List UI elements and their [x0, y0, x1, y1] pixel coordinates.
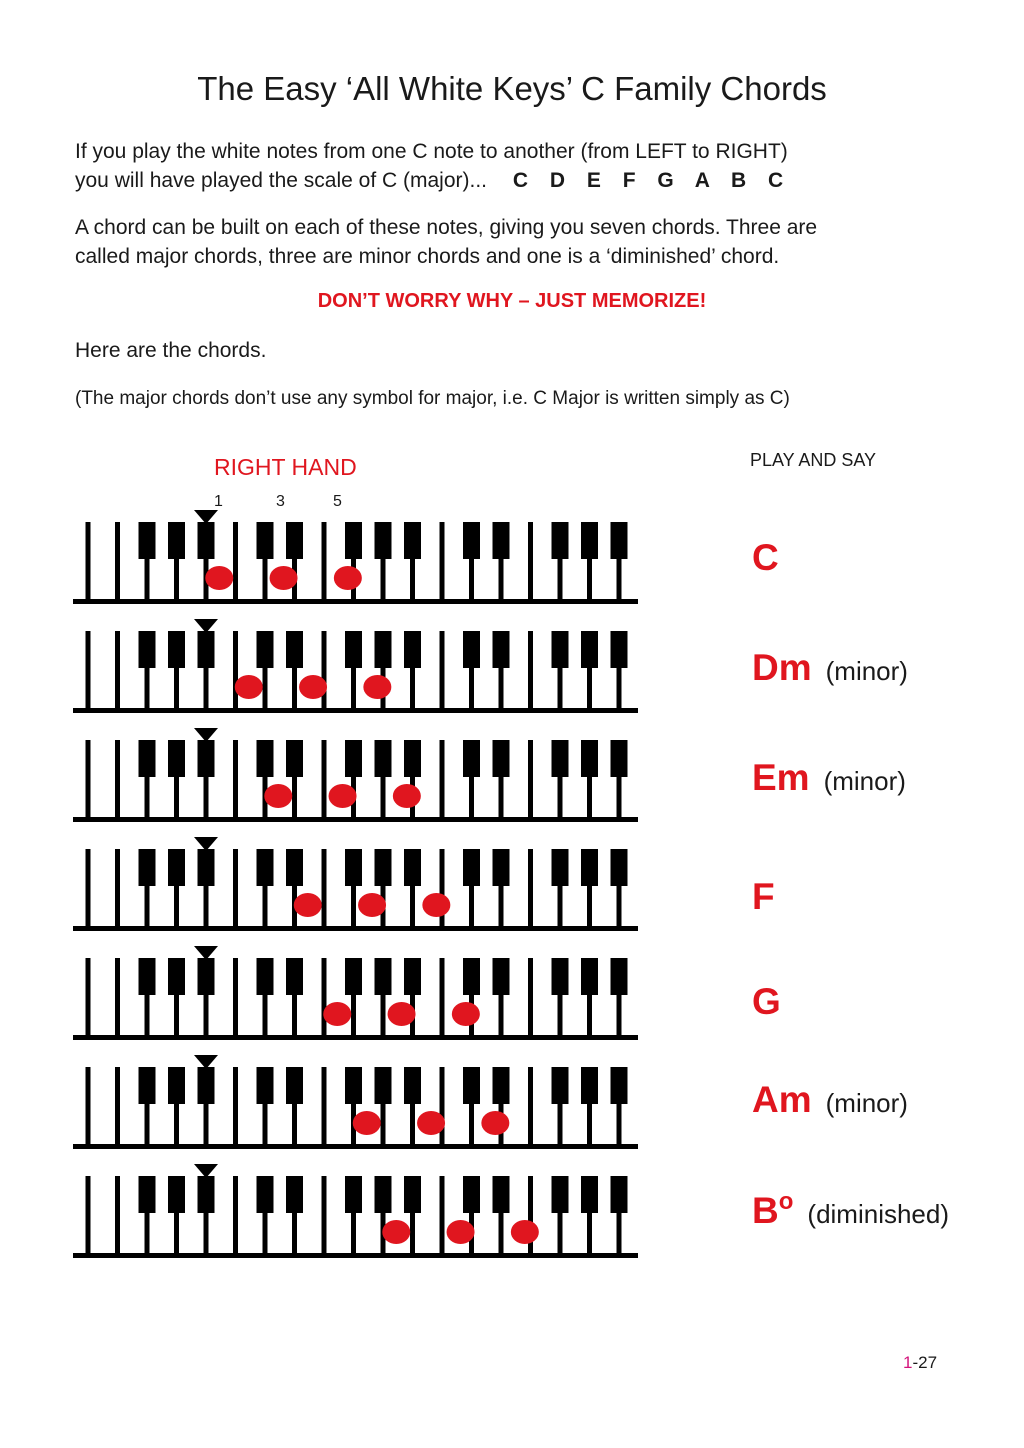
chord-name: Em [752, 757, 810, 798]
chord-intro-line-1: A chord can be built on each of these notes, giving you seven chords. Three are [75, 216, 818, 239]
keyboard-baseline [73, 1253, 638, 1258]
chord-note-dot [393, 784, 421, 808]
black-key [286, 631, 303, 668]
chord-label [752, 876, 775, 918]
white-key-divider [233, 740, 238, 817]
black-key [345, 631, 362, 668]
keyboard-row [73, 946, 638, 1040]
black-key [404, 1067, 421, 1104]
memorize-warning: DON’T WORRY WHY – JUST MEMORIZE! [317, 290, 707, 312]
black-key [375, 631, 392, 668]
black-key [581, 849, 598, 886]
black-key [198, 740, 215, 777]
major-symbol-note: (The major chords don’t use any symbol for major, i.e. C Major is written simply as C) [75, 388, 790, 409]
chord-intro-line-2: called major chords, three are minor chords and one is a ‘diminished’ chord. [75, 245, 780, 268]
white-key-divider [233, 958, 238, 1035]
black-key [139, 740, 156, 777]
chord-note-dot [363, 675, 391, 699]
black-key [286, 1067, 303, 1104]
black-key [611, 1176, 628, 1213]
white-key-divider [322, 849, 327, 926]
black-key [168, 1176, 185, 1213]
chord-note-dot [417, 1111, 445, 1135]
black-key [345, 1176, 362, 1213]
black-key [286, 1176, 303, 1213]
chord-label [752, 981, 781, 1023]
keyboard-baseline [73, 599, 638, 604]
black-key [611, 740, 628, 777]
black-key [581, 1176, 598, 1213]
keyboard-row [73, 1164, 638, 1258]
white-key-divider [115, 849, 120, 926]
black-key [168, 631, 185, 668]
black-key [493, 1176, 510, 1213]
intro-line-1: If you play the white notes from one C note to another (from LEFT to RIGHT) [75, 140, 788, 163]
chord-label [752, 1079, 908, 1121]
black-key [581, 522, 598, 559]
middle-c-marker [194, 837, 218, 851]
middle-c-marker [194, 619, 218, 633]
black-key [611, 958, 628, 995]
white-key-divider [322, 958, 327, 1035]
chord-note-dot [323, 1002, 351, 1026]
chord-quality: (minor) [823, 766, 906, 796]
black-key [345, 849, 362, 886]
black-key [257, 849, 274, 886]
white-key-divider [233, 522, 238, 599]
black-key [168, 740, 185, 777]
white-key-divider [86, 522, 91, 599]
chord-label [752, 537, 779, 579]
black-key [611, 849, 628, 886]
black-key [168, 958, 185, 995]
black-key [139, 631, 156, 668]
black-key [345, 740, 362, 777]
black-key [375, 1067, 392, 1104]
black-key [404, 1176, 421, 1213]
keyboard-baseline [73, 817, 638, 822]
black-key [375, 740, 392, 777]
white-key-divider [86, 740, 91, 817]
black-key [552, 631, 569, 668]
chord-note-dot [511, 1220, 539, 1244]
black-key [198, 522, 215, 559]
white-key-divider [440, 1067, 445, 1144]
chord-quality: (minor) [825, 656, 908, 686]
white-key-divider [322, 522, 327, 599]
black-key [463, 1067, 480, 1104]
black-key [168, 1067, 185, 1104]
black-key [493, 1067, 510, 1104]
chord-note-dot [382, 1220, 410, 1244]
black-key [463, 522, 480, 559]
black-key [286, 849, 303, 886]
black-key [139, 522, 156, 559]
keyboard-row [73, 510, 638, 604]
black-key [552, 1176, 569, 1213]
black-key [404, 522, 421, 559]
black-key [286, 740, 303, 777]
chord-note-dot [294, 893, 322, 917]
black-key [257, 740, 274, 777]
black-key [257, 631, 274, 668]
black-key [493, 522, 510, 559]
black-key [552, 958, 569, 995]
white-key-divider [86, 631, 91, 708]
chord-degree-symbol: o [778, 1188, 794, 1215]
black-key [168, 849, 185, 886]
black-key [139, 1067, 156, 1104]
black-key [139, 1176, 156, 1213]
intro-line-2: you will have played the scale of C (major)... [75, 169, 488, 192]
chord-name: $B^o$ [752, 1188, 794, 1231]
chord-note-dot [334, 566, 362, 590]
chord-note-dot [264, 784, 292, 808]
black-key [404, 631, 421, 668]
middle-c-marker [194, 1164, 218, 1178]
chord-note-dot [422, 893, 450, 917]
middle-c-marker [194, 1055, 218, 1069]
black-key [139, 958, 156, 995]
black-key [463, 958, 480, 995]
right-hand-label: RIGHT HAND [214, 454, 357, 480]
white-key-divider [233, 631, 238, 708]
chord-note-dot [452, 1002, 480, 1026]
white-key-divider [86, 1067, 91, 1144]
white-key-divider [440, 740, 445, 817]
page-number [903, 1353, 937, 1373]
black-key [493, 849, 510, 886]
page-number-rest: -27 [912, 1353, 938, 1372]
black-key [139, 849, 156, 886]
page-title: The Easy ‘All White Keys’ C Family Chords [197, 70, 827, 107]
black-key [257, 1176, 274, 1213]
white-key-divider [115, 740, 120, 817]
black-key [493, 958, 510, 995]
black-key [552, 1067, 569, 1104]
black-key [198, 1176, 215, 1213]
black-key [552, 740, 569, 777]
black-key [345, 522, 362, 559]
black-key [198, 631, 215, 668]
chord-note-dot [353, 1111, 381, 1135]
black-key [463, 631, 480, 668]
middle-c-marker [194, 946, 218, 960]
black-key [404, 849, 421, 886]
black-key [286, 958, 303, 995]
chord-note-dot [270, 566, 298, 590]
chord-note-dot [235, 675, 263, 699]
finger-number-5: 5 [333, 493, 342, 510]
chord-label [752, 647, 908, 689]
white-key-divider [233, 1067, 238, 1144]
black-key [198, 849, 215, 886]
chord-note-dot [481, 1111, 509, 1135]
chord-note-dot [358, 893, 386, 917]
keyboard-baseline [73, 708, 638, 713]
keyboard-row [73, 728, 638, 822]
play-and-say-label: PLAY AND SAY [750, 450, 877, 470]
white-key-divider [322, 631, 327, 708]
chord-name: Dm [752, 647, 812, 688]
keyboard-row [73, 837, 638, 931]
black-key [552, 849, 569, 886]
keyboard-row [73, 1055, 638, 1149]
chord-note-dot [329, 784, 357, 808]
black-key [611, 522, 628, 559]
white-key-divider [528, 849, 533, 926]
finger-number-3: 3 [276, 493, 285, 510]
black-key [611, 631, 628, 668]
black-key [581, 740, 598, 777]
chord-quality: (minor) [825, 1088, 908, 1118]
middle-c-marker [194, 510, 218, 524]
black-key [463, 849, 480, 886]
white-key-divider [115, 1067, 120, 1144]
black-key [552, 522, 569, 559]
white-key-divider [233, 1176, 238, 1253]
here-are-chords: Here are the chords. [75, 339, 267, 362]
keyboard-baseline [73, 926, 638, 931]
black-key [375, 1176, 392, 1213]
white-key-divider [528, 740, 533, 817]
white-key-divider [233, 849, 238, 926]
black-key [198, 958, 215, 995]
white-key-divider [440, 958, 445, 1035]
finger-number-1: 1 [214, 493, 223, 510]
keyboard-baseline [73, 1144, 638, 1149]
keyboard-baseline [73, 1035, 638, 1040]
black-key [345, 1067, 362, 1104]
chord-note-dot [388, 1002, 416, 1026]
white-key-divider [440, 631, 445, 708]
black-key [257, 522, 274, 559]
white-key-divider [86, 958, 91, 1035]
white-key-divider [115, 1176, 120, 1253]
chord-name: G [752, 981, 781, 1022]
black-key [493, 740, 510, 777]
chord-note-dot [447, 1220, 475, 1244]
middle-c-marker [194, 728, 218, 742]
chord-quality: (diminished) [807, 1199, 950, 1229]
white-key-divider [322, 740, 327, 817]
white-key-divider [440, 522, 445, 599]
chord-note-dot [205, 566, 233, 590]
black-key [168, 522, 185, 559]
black-key [581, 1067, 598, 1104]
keyboard-row [73, 619, 638, 713]
black-key [198, 1067, 215, 1104]
white-key-divider [115, 958, 120, 1035]
black-key [404, 740, 421, 777]
white-key-divider [528, 1067, 533, 1144]
black-key [463, 740, 480, 777]
black-key [375, 849, 392, 886]
white-key-divider [115, 522, 120, 599]
white-key-divider [528, 522, 533, 599]
black-key [345, 958, 362, 995]
black-key [286, 522, 303, 559]
black-key [493, 631, 510, 668]
white-key-divider [528, 958, 533, 1035]
chord-name: Am [752, 1079, 812, 1120]
chord-note-dot [299, 675, 327, 699]
black-key [257, 958, 274, 995]
chord-label [752, 757, 906, 799]
page-number-part: 1 [903, 1353, 913, 1372]
black-key [581, 958, 598, 995]
chord-name: F [752, 876, 775, 917]
black-key [257, 1067, 274, 1104]
white-key-divider [86, 849, 91, 926]
black-key [375, 958, 392, 995]
chord-name: C [752, 537, 779, 578]
white-key-divider [115, 631, 120, 708]
black-key [404, 958, 421, 995]
white-key-divider [86, 1176, 91, 1253]
white-key-divider [322, 1176, 327, 1253]
chord-label [752, 1188, 949, 1232]
black-key [463, 1176, 480, 1213]
white-key-divider [322, 1067, 327, 1144]
c-scale-notes: C D E F G A B C [512, 169, 785, 192]
white-key-divider [528, 631, 533, 708]
black-key [375, 522, 392, 559]
black-key [581, 631, 598, 668]
white-key-divider [440, 1176, 445, 1253]
black-key [611, 1067, 628, 1104]
